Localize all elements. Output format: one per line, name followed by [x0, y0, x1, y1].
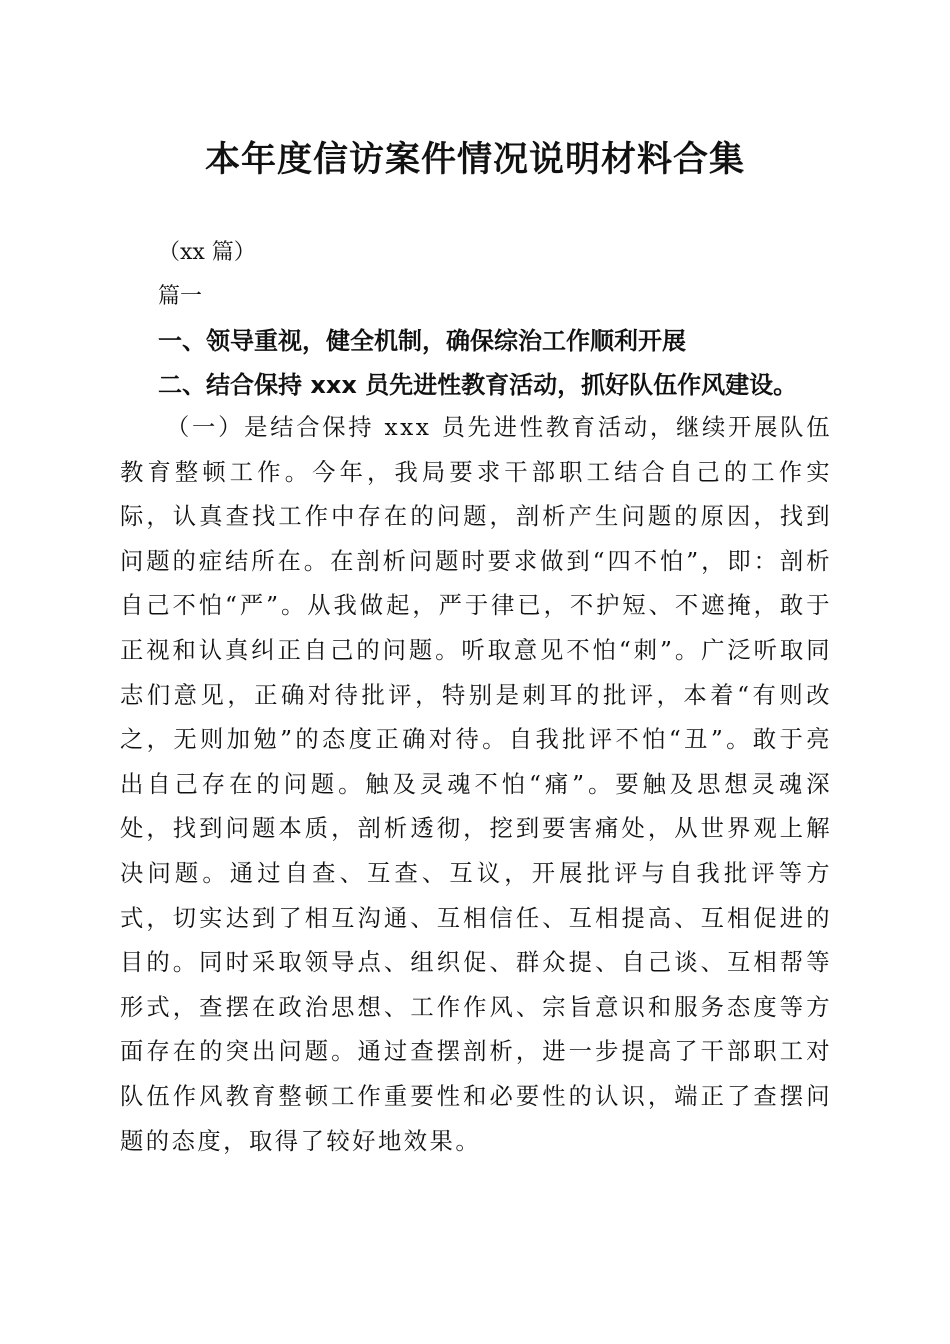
- section-label: 篇一: [158, 284, 203, 309]
- body-paragraph: （一）是结合保持 xxx 员先进性教育活动，继续开展队伍教育整顿工作。今年，我局要求干部职工结合自己的工作实际，认真查找工作中存在的问题，剖析产生问题的原因，找到问题的症结所在。在剖析问题时要求做到“四不怕”，即：剖析自己不怕“严”。从我做起，严于律已，不护短、不遮掩，敢于正视和认真纠正自己的问题。听取意见不怕“刺”。广泛听取同志们意见，正确对待批评，特别是刺耳的批评，本着“有则改之，无则加勉”的态度正确对待。自我批评不怕“丑”。敢于亮出自己存在的问题。触及灵魂不怕“痛”。要触及思想灵魂深处，找到问题本质，剖析透彻，挖到要害痛处，从世界观上解决问题。通过自查、互查、互议，开展批评与自我批评等方式，切实达到了相互沟通、互相信任、互相提高、互相促进的目的。同时采取领导点、组织促、群众提、自己谈、互相帮等形式，查摆在政治思想、工作作风、宗旨意识和服务态度等方面存在的突出问题。通过查摆剖析，进一步提高了干部职工对队伍作风教育整顿工作重要性和必要性的认识，端正了查摆问题的态度，取得了较好地效果。: [120, 414, 832, 1155]
- document-title: 本年度信访案件情况说明材料合集: [204, 139, 745, 180]
- document-subtitle: （xx 篇）: [158, 240, 256, 265]
- section-heading-1: 一、领导重视，健全机制，确保综治工作顺利开展: [158, 327, 686, 355]
- section-heading-2: 二、结合保持 xxx 员先进性教育活动，抓好队伍作风建设。: [158, 371, 798, 399]
